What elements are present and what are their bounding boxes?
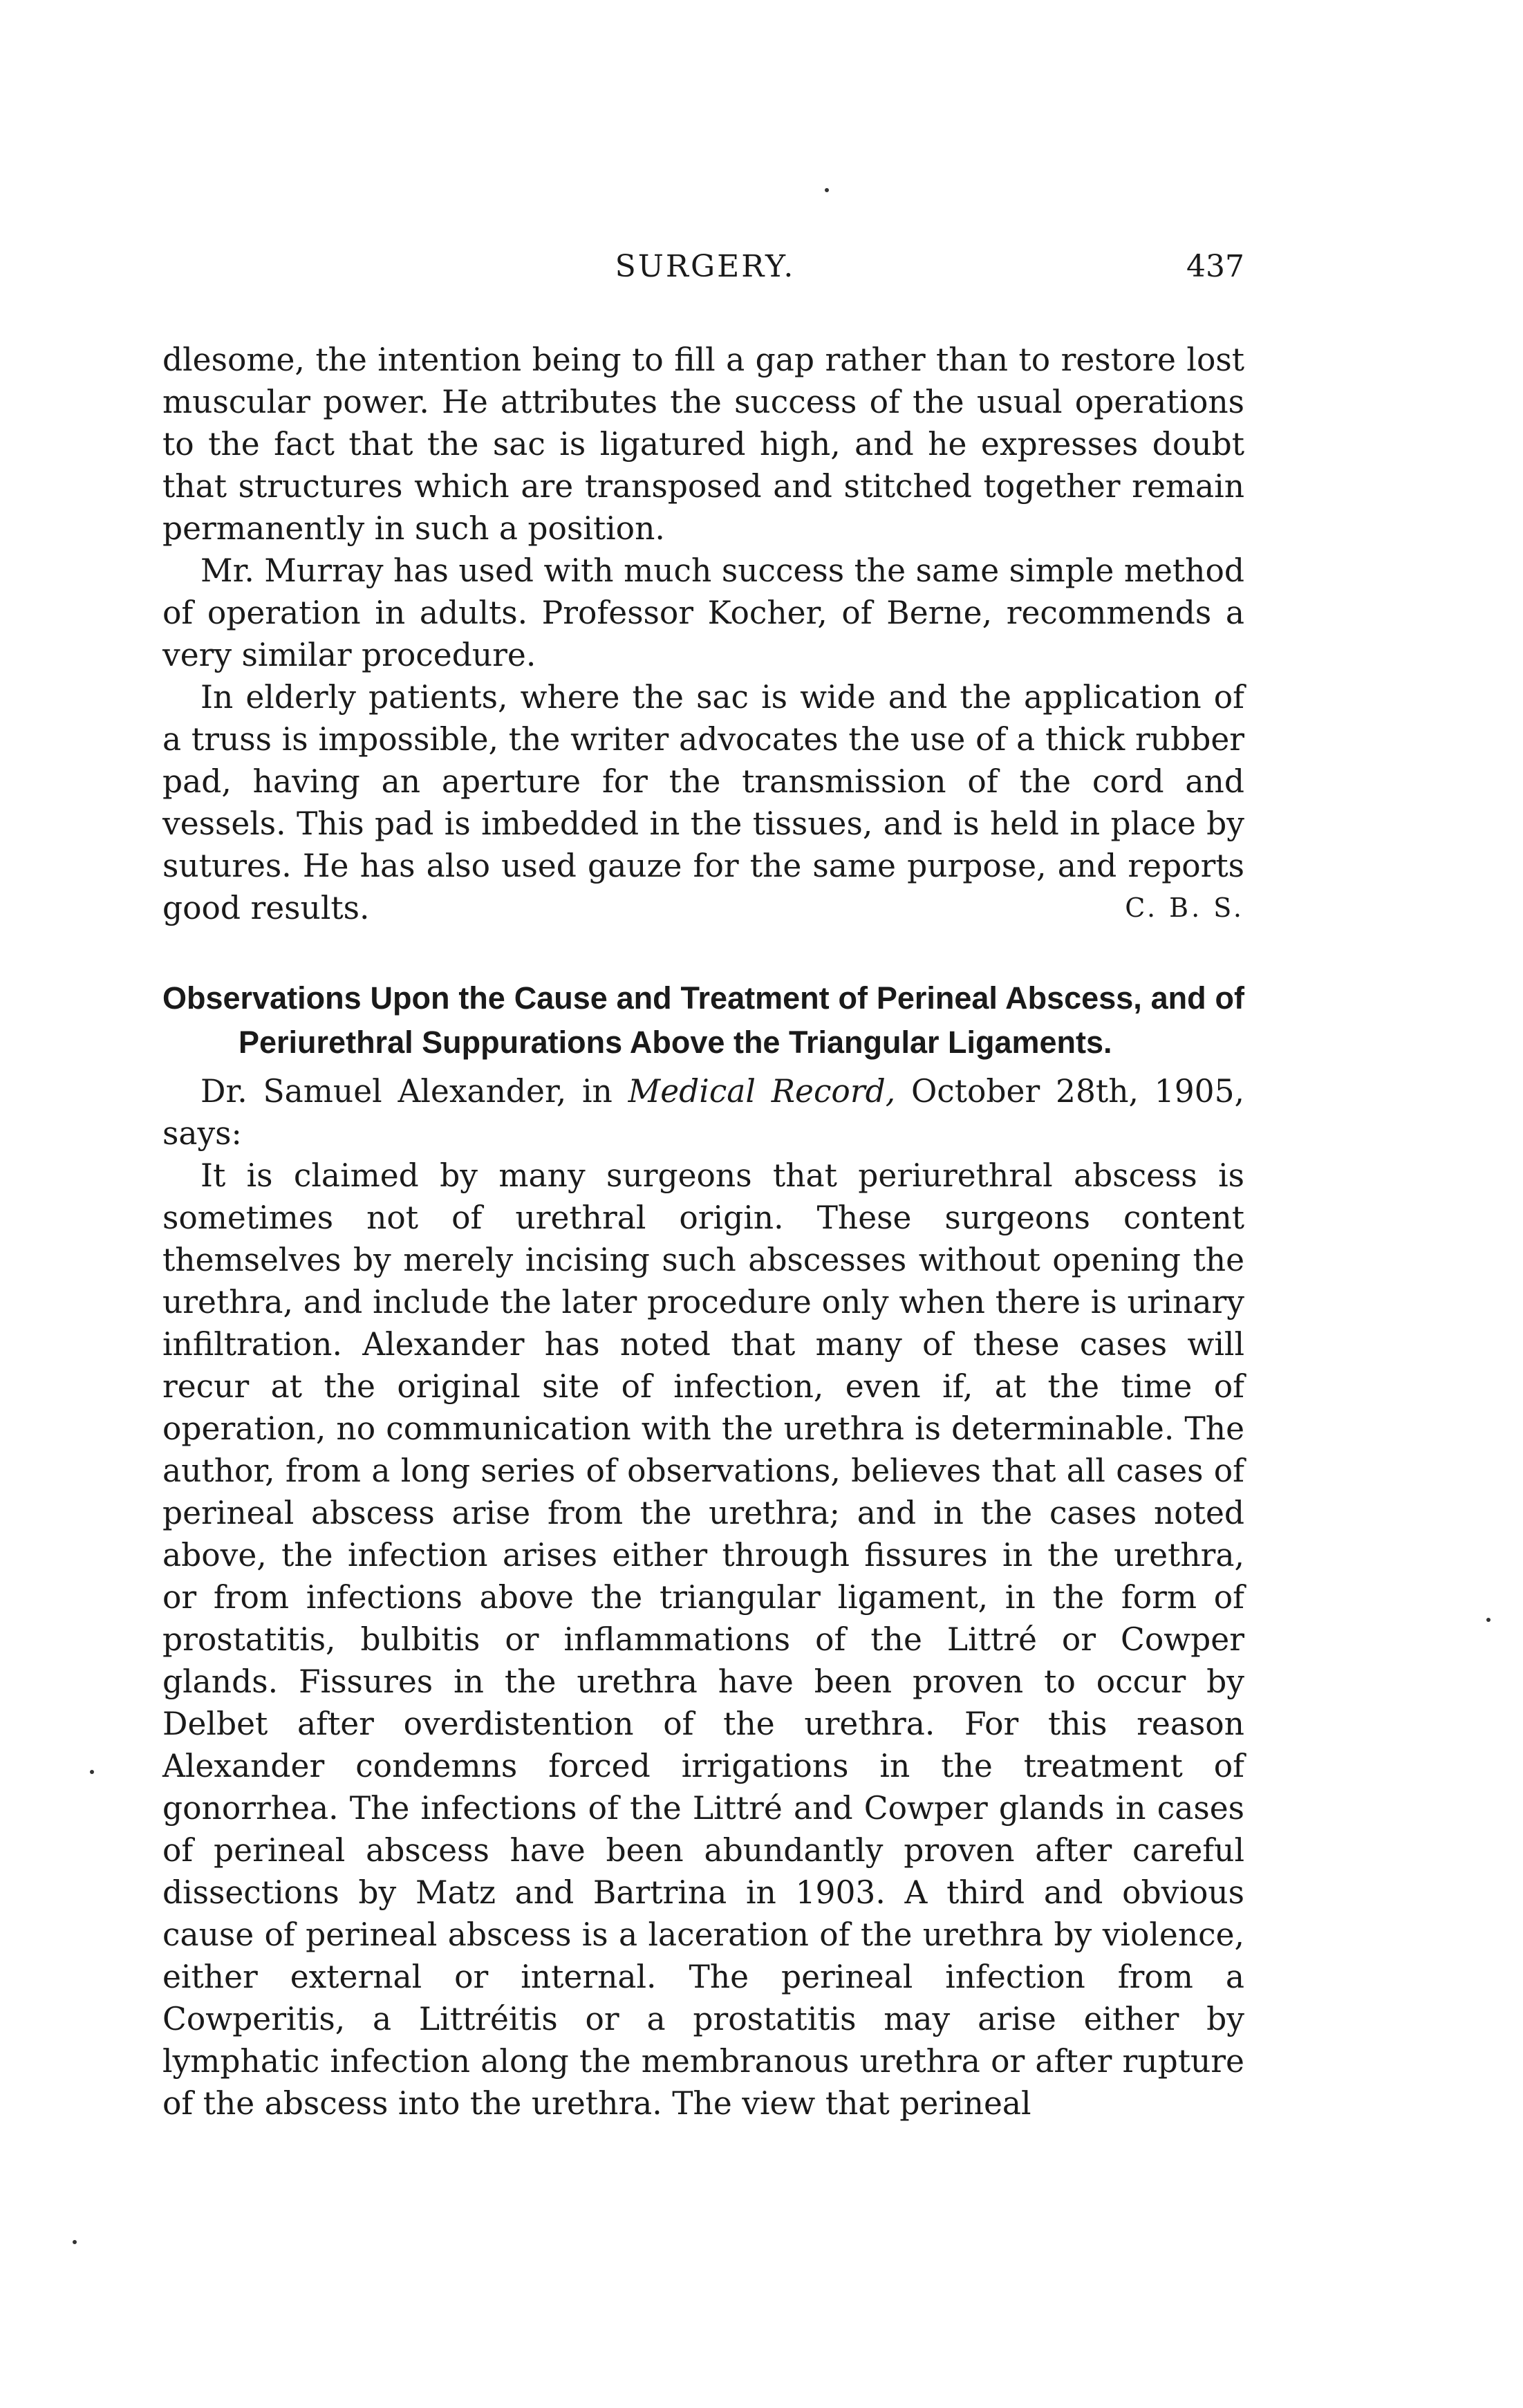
running-head: SURGERY. [615, 249, 796, 284]
page-number: 437 [1186, 249, 1244, 284]
paragraph-elderly-patients-text: In elderly patients, where the sac is wide and the application of a truss is impossible, the writer advocates the use of a thick rubber pad, having an aperture for the transmission of the cord and vessels. This pad is imbedded in the tissues, and is held in place by sutures. He has also used gauze for the same purpose, and reports good results. [162, 679, 1244, 926]
paper-speck [73, 2240, 77, 2244]
paper-speck [90, 1770, 94, 1774]
article-heading: Observations Upon the Cause and Treatment of Perineal Abscess, and of Periurethral Suppurations Above the Triangular Ligaments. [162, 980, 1244, 1060]
article-intro [162, 1070, 1244, 1155]
article-intro-before: Dr. Samuel Alexander, in [200, 1073, 613, 1110]
author-signature: C. B. S. [1125, 893, 1244, 923]
page-body [162, 339, 1244, 2125]
article-body: It is claimed by many surgeons that periurethral abscess is sometimes not of urethral origin. These surgeons content themselves by merely incising such abscesses without opening the urethra, and include the later procedure only when there is urinary infiltration. Alexander has noted that many of these cases will recur at the original site of infection, even if, at the time of operation, no communication with the urethra is determinable. The author, from a long series of observations, believes that all cases of perineal abscess arise from the urethra; and in the cases noted above, the infection arises either through fissures in the urethra, or from infections above the triangular ligament, in the form of prostatitis, bulbitis or inflammations of the Littré or Cowper glands. Fissures in the urethra have been proven to occur by Delbet after overdistention of the urethra. For this reason Alexander condemns forced irrigations in the treatment of gonorrhea. The infections of the Littré and Cowper glands in cases of perineal abscess have been abundantly proven after careful dissections by Matz and Bartrina in 1903. A third and obvious cause of perineal abscess is a laceration of the urethra by violence, either external or internal. The perineal infection from a Cowperitis, a Littréitis or a prostatitis may arise either by lymphatic infection along the membranous urethra or after rupture of the abscess into the urethra. The view that perineal [162, 1157, 1244, 2122]
article-intro-after: October 28th, 1905, says: [162, 1073, 1245, 1152]
page-header [166, 249, 1244, 297]
paper-speck [1486, 1618, 1491, 1622]
journal-title: Medical Record, [628, 1073, 896, 1110]
paper-speck [825, 188, 829, 192]
paragraph-murray: Mr. Murray has used with much success the same simple method of operation in adults. Professor Kocher, of Berne, recommends a very similar procedure. [162, 552, 1244, 673]
paragraph-continued: dlesome, the intention being to fill a gap rather than to restore lost muscular power. He attributes the success of the usual operations to the fact that the sac is ligatured high, and he expresses doubt that structures which are transposed and stitched together remain permanently in such a position. [162, 342, 1244, 547]
paragraph-elderly-patients [162, 676, 1244, 929]
